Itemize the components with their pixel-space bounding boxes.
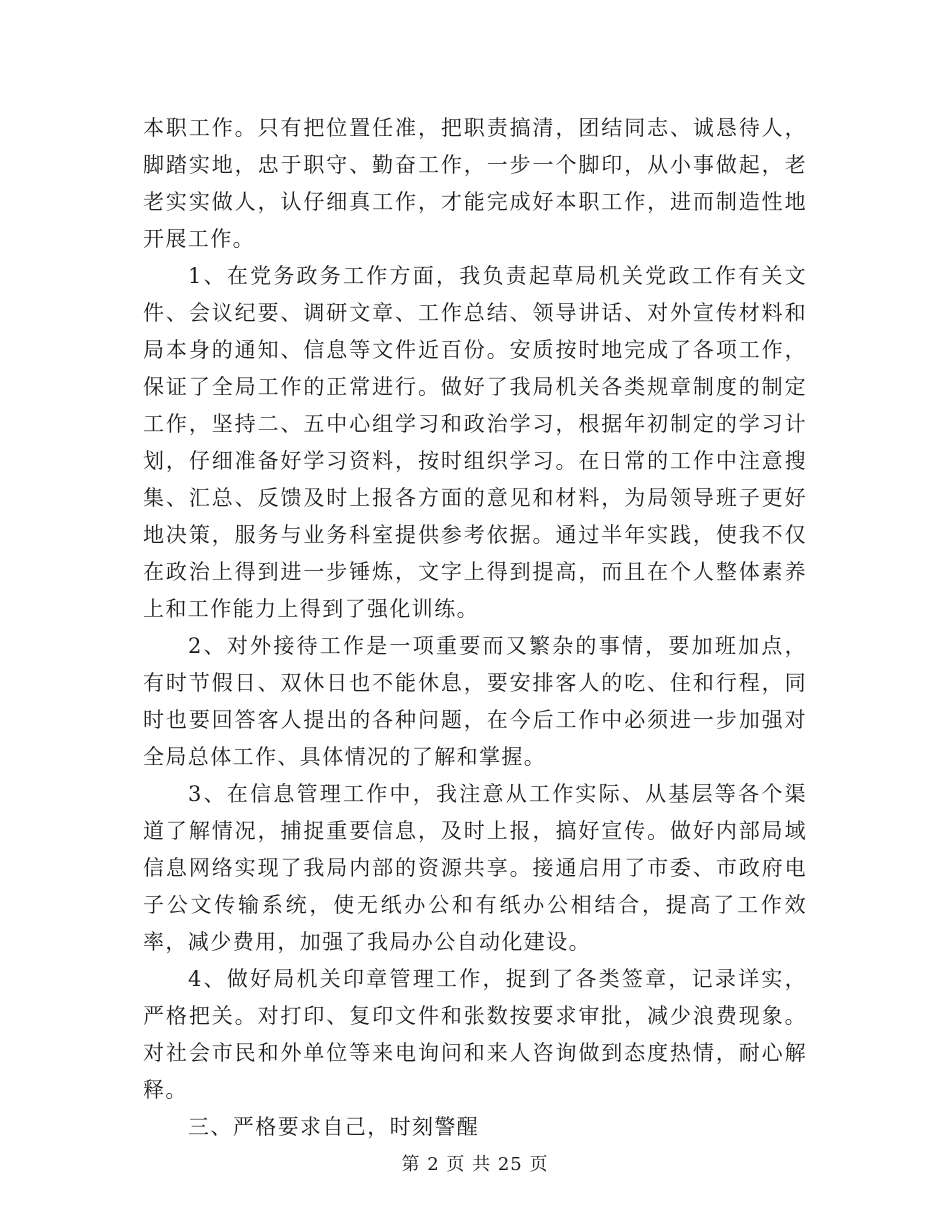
page-footer xyxy=(0,1150,950,1176)
paragraph-seal-management: 4、做好局机关印章管理工作，捉到了各类签章，记录详实，严格把关。对打印、复印文件和张数按要求审批，减少浪费现象。对社会市民和外单位等来电询问和来人咨询做到态度热情，耐心解释。 xyxy=(143,967,807,1102)
paragraph-information-management: 3、在信息管理工作中，我注意从工作实际、从基层等各个渠道了解情况，捕捉重要信息，及时上报，搞好宣传。做好内部局域信息网络实现了我局内部的资源共享。接通启用了市委、市政府电子公文传输系统，使无纸办公和有纸办公相结合，提高了工作效率，减少费用，加强了我局办公自动化建设。 xyxy=(143,782,807,954)
document-body xyxy=(143,110,807,1146)
paragraph-continuation: 本职工作。只有把位置任准，把职责搞清，团结同志、诚恳待人，脚踏实地，忠于职守、勤奋工作，一步一个脚印，从小事做起，老老实实做人，认仔细真工作，才能完成好本职工作，进而制造性地开展工作。 xyxy=(143,116,807,251)
page-number-label: 第 2 页 共 25 页 xyxy=(401,1154,549,1175)
section-heading: 三、严格要求自己，时刻警醒 xyxy=(188,1115,480,1139)
paragraph-party-affairs: 1、在党务政务工作方面，我负责起草局机关党政工作有关文件、会议纪要、调研文章、工作总结、领导讲话、对外宣传材料和局本身的通知、信息等文件近百份。安质按时地完成了各项工作，保证了全局工作的正常进行。做好了我局机关各类规章制度的制定工作，坚持二、五中心组学习和政治学习，根据年初制定的学习计划，仔细准备好学习资料，按时组织学习。在日常的工作中注意搜集、汇总、反馈及时上报各方面的意见和材料，为局领导班子更好地决策，服务与业务科室提供参考依据。通过半年实践，使我不仅在政治上得到进一步锤炼，文字上得到提高，而且在个人整体素养上和工作能力上得到了强化训练。 xyxy=(143,264,807,621)
paragraph-reception: 2、对外接待工作是一项重要而又繁杂的事情，要加班加点，有时节假日、双休日也不能休息，要安排客人的吃、住和行程，同时也要回答客人提出的各种问题，在今后工作中必须进一步加强对全局总体工作、具体情况的了解和掌握。 xyxy=(143,634,807,769)
